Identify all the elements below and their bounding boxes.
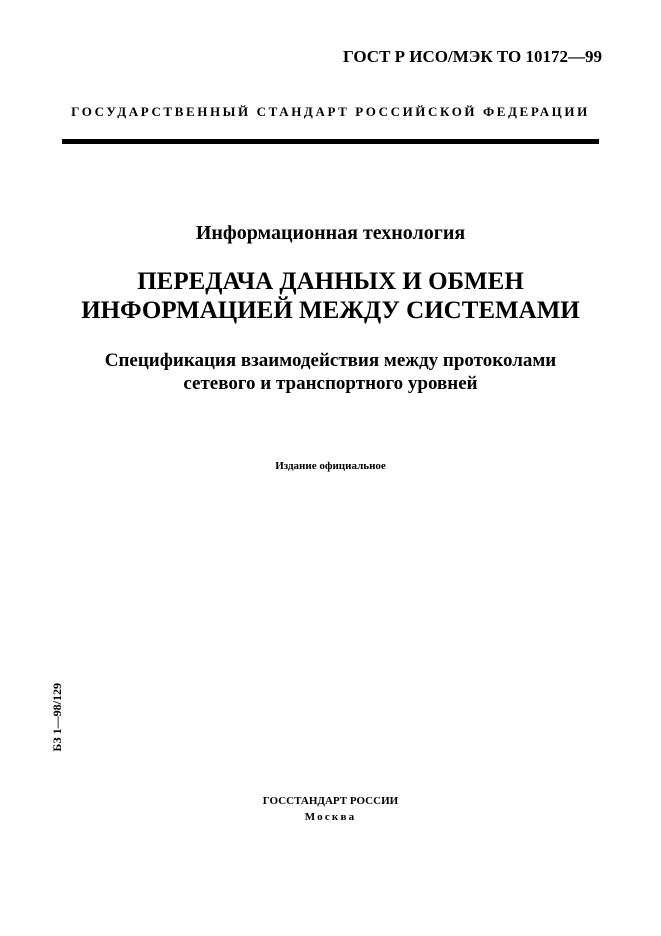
subtitle-line: Спецификация взаимодействия между протоколами: [104, 350, 557, 371]
publisher: ГОССТАНДАРТ РОССИИ: [262, 795, 399, 807]
standard-header: ГОСУДАРСТВЕННЫЙ СТАНДАРТ РОССИЙСКОЙ ФЕДЕРАЦИИ: [71, 104, 590, 119]
publication-city: Москва: [304, 811, 357, 823]
subtitle-line: сетевого и транспортного уровней: [183, 373, 478, 394]
title-line: ПЕРЕДАЧА ДАННЫХ И ОБМЕН: [137, 268, 524, 295]
document-subtitle: [0, 349, 661, 395]
title-line: ИНФОРМАЦИЕЙ МЕЖДУ СИСТЕМАМИ: [81, 297, 580, 324]
header-rule: [62, 139, 599, 144]
document-title: [0, 267, 661, 325]
standard-number: ГОСТ Р ИСО/МЭК ТО 10172—99: [342, 47, 602, 66]
side-code: БЗ 1—98/129: [50, 683, 64, 752]
edition-note: Издание официальное: [275, 460, 386, 472]
subject-heading: Информационная технология: [195, 222, 466, 244]
